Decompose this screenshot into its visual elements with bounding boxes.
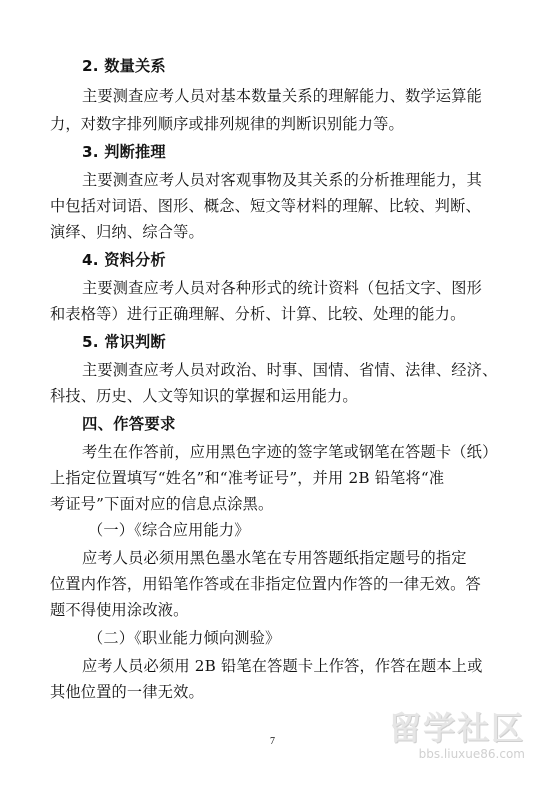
watermark-url: bbs.liuxue86.com — [418, 747, 525, 761]
paragraph-line: 应考人员必须用黑色墨水笔在专用答题纸指定题号的指定 — [82, 549, 467, 567]
watermark-title: 留学社区 — [388, 709, 525, 747]
section-heading-reasoning: 3. 判断推理 — [82, 143, 166, 161]
paragraph-line: 主要测查应考人员对客观事物及其关系的分析推理能力，其 — [82, 171, 483, 189]
section-heading-data-analysis: 4. 资料分析 — [82, 251, 166, 269]
paragraph-line: 上指定位置填写“姓名”和“准考证号”，并用 2B 铅笔将“准 — [50, 469, 445, 487]
paragraph-line: 演绎、归纳、综合等。 — [50, 223, 204, 241]
section-heading-common-sense: 5. 常识判断 — [82, 333, 166, 351]
paragraph-line: 其他位置的一律无效。 — [50, 683, 204, 701]
paragraph-line: 主要测查应考人员对基本数量关系的理解能力、数学运算能 — [82, 87, 483, 105]
paragraph-line: 考生在作答前，应用黑色字迹的签字笔或钢笔在答题卡（纸） — [82, 443, 498, 461]
section-heading-quantitative: 2. 数量关系 — [82, 57, 166, 75]
paragraph-line: 位置内作答，用铅笔作答或在非指定位置内作答的一律无效。答 — [50, 575, 481, 593]
paragraph-line: 考证号”下面对应的信息点涂黑。 — [50, 495, 274, 513]
section-heading-answer-requirements: 四、作答要求 — [82, 415, 176, 433]
paragraph-line: 主要测查应考人员对政治、时事、国情、省情、法律、经济、 — [82, 361, 498, 379]
paragraph-line: 主要测查应考人员对各种形式的统计资料（包括文字、图形 — [82, 279, 483, 297]
paragraph-line: 力，对数字排列顺序或排列规律的判断识别能力等。 — [50, 115, 404, 133]
paragraph-line: 中包括对词语、图形、概念、短文等材料的理解、比较、判断、 — [50, 197, 481, 215]
page-number: 7 — [270, 736, 275, 747]
subsection-heading-comprehensive: （一）《综合应用能力》 — [88, 521, 250, 539]
paragraph-line: 应考人员必须用 2B 铅笔在答题卡上作答，作答在题本上或 — [82, 657, 483, 675]
paragraph-line: 和表格等）进行正确理解、分析、计算、比较、处理的能力。 — [50, 305, 466, 323]
subsection-heading-aptitude: （二）《职业能力倾向测验》 — [88, 629, 281, 647]
paragraph-line: 题不得使用涂改液。 — [50, 601, 189, 619]
paragraph-line: 科技、历史、人文等知识的掌握和运用能力。 — [50, 387, 358, 405]
